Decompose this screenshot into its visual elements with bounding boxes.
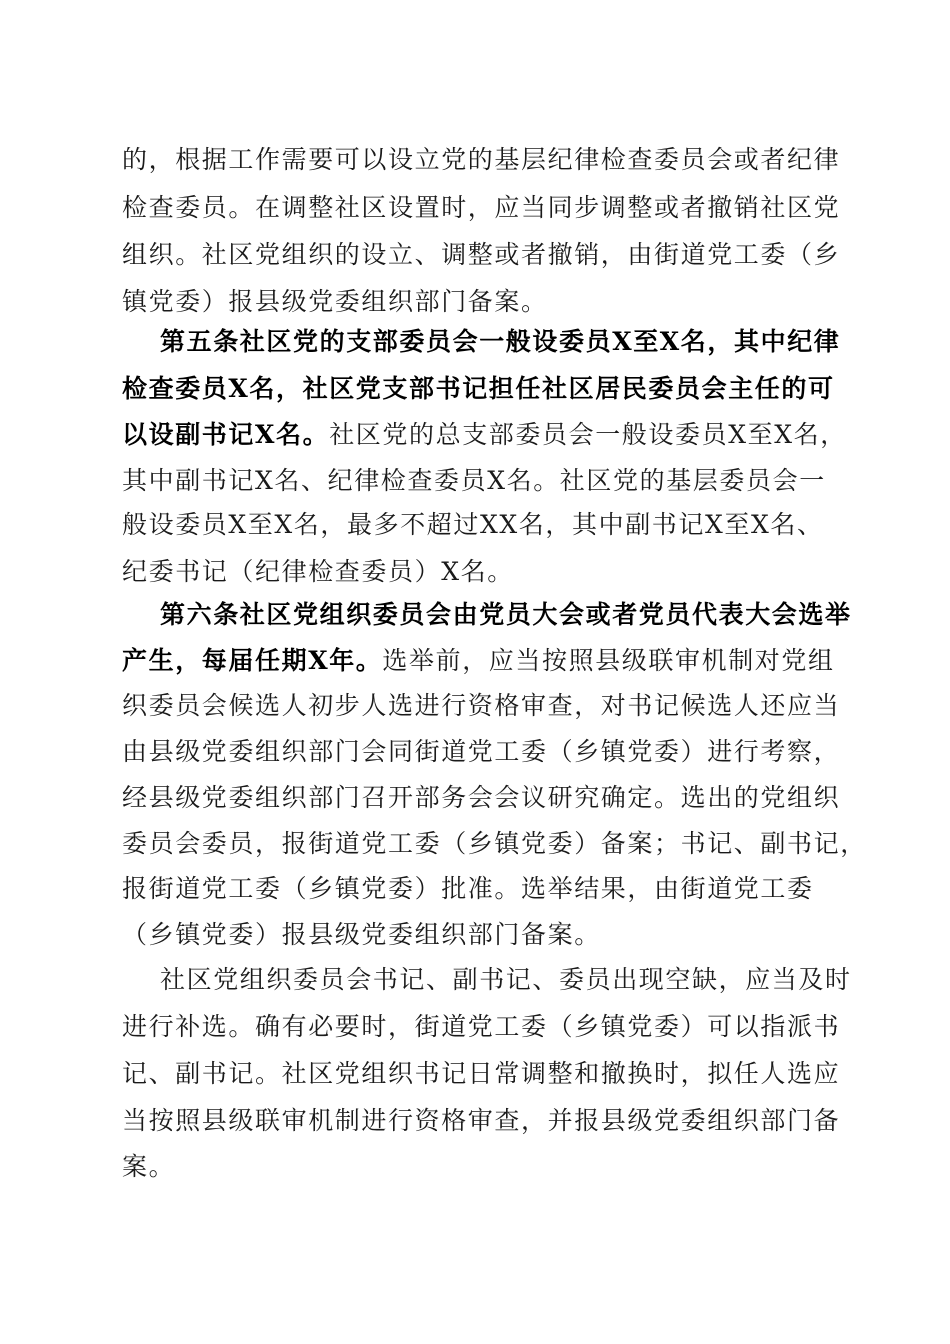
- text-run: 织委员会候选人初步人选进行资格审查，对书记候选人还应当: [122, 691, 841, 720]
- text-line: [122, 555, 514, 589]
- text-line: [122, 781, 840, 815]
- text-run: 其中副书记X名、纪律检查委员X名。社区党的基层委员会一: [122, 466, 826, 495]
- text-line: [122, 1150, 175, 1184]
- article-heading-text: 检查委员X名，社区党支部书记担任社区居民委员会主任的可: [122, 374, 835, 403]
- text-run: 记、副书记。社区党组织书记日常调整和撤换时，拟任人选应: [122, 1059, 841, 1088]
- text-line: [122, 238, 840, 272]
- text-run: 委员会委员，报街道党工委（乡镇党委）备案；书记、副书记，: [122, 829, 867, 858]
- text-run: 检查委员。在调整社区设置时，应当同步调整或者撤销社区党: [122, 193, 841, 222]
- text-line: [122, 372, 835, 406]
- text-run: 进行补选。确有必要时，街道党工委（乡镇党委）可以指派书: [122, 1012, 841, 1041]
- text-line: [160, 963, 852, 997]
- text-line: [122, 285, 548, 319]
- text-line: [122, 464, 826, 498]
- text-line: [122, 1010, 840, 1044]
- article-heading-text: 第六条社区党组织委员会由党员大会或者党员代表大会选举: [160, 600, 852, 629]
- text-line: [122, 918, 601, 952]
- text-run: 由县级党委组织部门会同街道党工委（乡镇党委）进行考察，: [122, 737, 841, 766]
- text-run: 镇党委）报县级党委组织部门备案。: [122, 287, 548, 316]
- text-run: 社区党的总支部委员会一般设委员X至X名，: [329, 420, 847, 449]
- text-line: [122, 689, 840, 723]
- text-run: 当按照县级联审机制进行资格审查，并报县级党委组织部门备: [122, 1106, 841, 1135]
- text-line: [122, 508, 824, 542]
- text-run: 报街道党工委（乡镇党委）批准。选举结果，由街道党工委: [122, 874, 814, 903]
- text-run: 组织。社区党组织的设立、调整或者撤销，由街道党工委（乡: [122, 240, 841, 269]
- text-line: [122, 735, 840, 769]
- text-line: [160, 598, 852, 632]
- text-run: 经县级党委组织部门召开部务会会议研究确定。选出的党组织: [122, 783, 841, 812]
- text-run: （乡镇党委）报县级党委组织部门备案。: [122, 920, 601, 949]
- text-line: [160, 325, 840, 359]
- text-run: 选举前，应当按照县级联审机制对党组: [382, 646, 835, 675]
- text-line: [122, 827, 867, 861]
- text-line: [122, 872, 814, 906]
- text-line: [122, 1104, 840, 1138]
- text-run: 般设委员X至X名，最多不超过XX名，其中副书记X至X名、: [122, 510, 824, 539]
- text-run: 的，根据工作需要可以设立党的基层纪律检查委员会或者纪律: [122, 145, 841, 174]
- article-heading-text: 产生，每届任期X年。: [122, 646, 383, 675]
- text-run: 社区党组织委员会书记、副书记、委员出现空缺，应当及时: [160, 965, 852, 994]
- text-line: [122, 418, 847, 452]
- text-line: [122, 1057, 840, 1091]
- text-run: 纪委书记（纪律检查委员）X名。: [122, 557, 514, 586]
- text-run: 案。: [122, 1152, 176, 1181]
- text-line: [122, 143, 840, 177]
- text-line: [122, 191, 840, 225]
- text-line: [122, 644, 835, 678]
- article-heading-text: 以设副书记X名。: [122, 420, 330, 449]
- article-heading-text: 第五条社区党的支部委员会一般设委员X至X名，其中纪律: [160, 327, 841, 356]
